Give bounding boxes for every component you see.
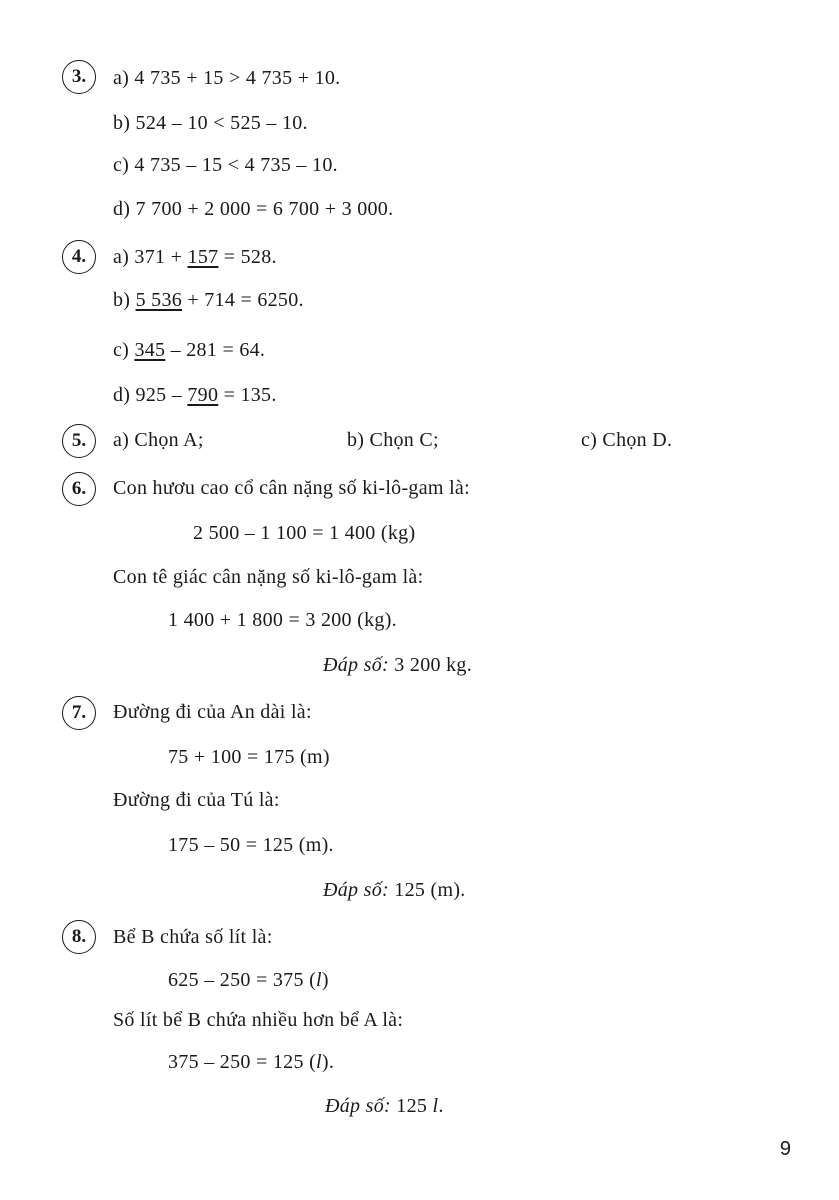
text: = 135. <box>218 384 277 406</box>
answer-label: Đáp số: <box>323 654 389 676</box>
answer-c: c) Chọn D. <box>581 429 673 451</box>
text: ) <box>321 969 329 991</box>
answer-b: b) 524 – 10 < 525 – 10. <box>113 112 308 134</box>
answer-a: a) Chọn A; <box>113 429 204 451</box>
answer-value: 3 200 kg. <box>389 654 472 676</box>
unit: l <box>316 1051 322 1073</box>
answer-b: b) Chọn C; <box>347 429 439 451</box>
exercise-number: 3. <box>62 60 96 94</box>
answer-a: a) 4 735 + 15 > 4 735 + 10. <box>113 67 341 89</box>
page-number: 9 <box>779 1138 791 1160</box>
final-answer <box>323 652 472 678</box>
answer-value: 125 (m). <box>389 879 466 901</box>
final-answer <box>323 877 466 903</box>
equation: 1 400 + 1 800 = 3 200 (kg). <box>168 609 397 631</box>
text: – 281 = 64. <box>165 339 266 361</box>
answer-value: 125 <box>391 1095 433 1117</box>
answer-a <box>113 244 277 270</box>
answer-d <box>113 382 277 408</box>
unit: l <box>432 1095 439 1117</box>
text: ). <box>321 1051 335 1073</box>
unit: l <box>316 969 322 991</box>
exercise-number: 7. <box>62 696 96 730</box>
answer-label: Đáp số: <box>325 1095 391 1117</box>
text: + 714 = 6250. <box>182 289 304 311</box>
text: b) <box>113 289 136 311</box>
underlined-answer: 5 536 <box>135 289 183 311</box>
solution-line: Bể B chứa số lít là: <box>113 926 273 948</box>
underlined-answer: 790 <box>187 384 219 406</box>
answer-d: d) 7 700 + 2 000 = 6 700 + 3 000. <box>113 198 394 220</box>
exercise-number: 6. <box>62 472 96 506</box>
solution-line: Con tê giác cân nặng số ki-lô-gam là: <box>113 566 424 588</box>
equation: 175 – 50 = 125 (m). <box>168 834 334 856</box>
text: = 528. <box>218 246 277 268</box>
text: 625 – 250 = 375 ( <box>168 969 317 991</box>
text: d) 925 – <box>113 384 188 406</box>
underlined-answer: 345 <box>134 339 166 361</box>
solution-line: Đường đi của An dài là: <box>113 701 312 723</box>
solution-line: Con hươu cao cổ cân nặng số ki-lô-gam là: <box>113 477 470 499</box>
equation <box>168 967 329 993</box>
equation: 75 + 100 = 175 (m) <box>168 746 330 768</box>
equation <box>168 1049 334 1075</box>
text: . <box>438 1095 444 1117</box>
final-answer <box>325 1093 444 1119</box>
answer-b <box>113 287 304 313</box>
exercise-number: 4. <box>62 240 96 274</box>
answer-label: Đáp số: <box>323 879 389 901</box>
underlined-answer: 157 <box>187 246 219 268</box>
text: 375 – 250 = 125 ( <box>168 1051 317 1073</box>
exercise-number: 8. <box>62 920 96 954</box>
text: c) <box>113 339 135 361</box>
solution-line: Đường đi của Tú là: <box>113 789 280 811</box>
answer-c: c) 4 735 – 15 < 4 735 – 10. <box>113 154 338 176</box>
text: a) 371 + <box>113 246 188 268</box>
answer-c <box>113 337 265 363</box>
solution-line: Số lít bể B chứa nhiều hơn bể A là: <box>113 1009 404 1031</box>
equation: 2 500 – 1 100 = 1 400 (kg) <box>193 522 416 544</box>
exercise-number: 5. <box>62 424 96 458</box>
